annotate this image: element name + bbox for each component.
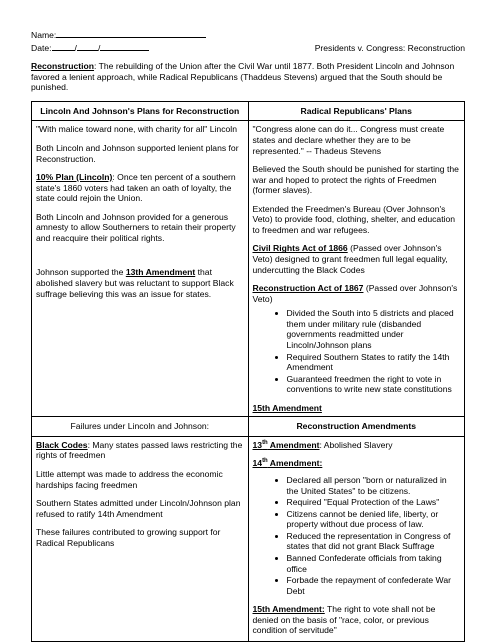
list-item: • Reduced the representation in Congress of states that did not grant Black Suffrage [287,531,461,552]
name-row [31,28,465,41]
a13-word: Amendment [267,439,320,450]
black-codes [36,440,244,461]
radical-republicans-plans-cell [248,121,465,417]
thirteenth-amendment [253,440,461,451]
date-separator: / [97,42,101,53]
list-item: • Divided the South into 5 districts and placed them under military rule (disbanded governments readmitted under Lincoln/Johnson plans [287,308,461,350]
intro-text: : The rebuilding of the Union after the Civil War until 1877. Both President Lincoln and Johnson favored a lenient approach, while Radical Republicans (Thaddeus Stevens) argued that the South should be punished. [31,61,455,93]
amnesty-text: Both Lincoln and Johnson provided for a generous amnesty to allow Southerners to retain their property and reacquire their political rights. [36,211,236,243]
plans-right-header: Radical Republicans' Plans [248,101,465,121]
stevens-quote: "Congress alone can do it... Congress must create states and declare whether they are to be represented." -- Thadeus Stevens [252,124,445,156]
economic-hardship-text: Little attempt was made to address the economic hardships facing freedmen [36,469,223,490]
black-codes-term: Black Codes [36,439,88,450]
ten-percent-term: 10% Plan (Lincoln) [36,172,113,183]
fifteenth-amendment-term: 15th Amendment [252,402,322,413]
year-blank [97,41,149,53]
reconstruction-act-list [253,308,461,395]
date-separator: / [74,42,77,53]
month-blank [52,41,75,51]
a13-number: 13 [252,439,263,450]
freedmens-bureau-text: Extended the Freedmen's Bureau (Over Johnson's Veto) to provide food, clothing, shelter, and education to freedmen and war refugees. [252,203,456,235]
lincoln-johnson-plans-cell [32,121,249,417]
ten-percent-text: : Once ten percent of a southern state's 1860 voters had taken an oath of loyalty, the state could rejoin the Union. [36,172,236,204]
a15-term: 15th Amendment: [252,604,325,615]
a13-text: : Abolished Slavery [319,439,393,450]
reconstruction-act-text: (Passed over Johnson's Veto) [252,283,458,304]
fifteenth-amendment [253,604,461,636]
lincoln-quote: "With malice toward none, with charity for all" Lincoln [36,124,237,135]
list-item: • Guaranteed freedmen the right to vote in conventions to write new state constitutions [287,374,461,395]
list-item: • Required "Equal Protection of the Laws" [287,497,461,508]
day-blank [74,41,101,53]
refused-ratify-text: Southern States admitted under Lincoln/Johnson plan refused to ratify 14th Amendment [36,498,241,519]
fourteenth-amendment-list [253,475,461,596]
a14-suffix: th [262,458,268,465]
list-item: • Declared all person "born or naturalized in the United States" to be citizens. [287,475,461,496]
amendments-cell [248,436,465,641]
worksheet-page [31,28,465,642]
list-item: • Citizens cannot be denied life, liberty, or property without due process of law. [287,509,461,530]
failures-header: Failures under Lincoln and Johnson: [32,417,249,437]
a15-text: The right to vote shall not be denied on the basis of "race, color, or previous condition of servitude" [252,604,436,636]
date-field [31,41,149,54]
thirteenth-amendment-text [36,267,244,299]
intro-paragraph [31,61,465,93]
a13-suffix: th [262,440,268,447]
worksheet-title: Presidents v. Congress: Reconstruction [314,42,465,53]
civil-rights-act [253,243,461,275]
amendments-header: Reconstruction Amendments [248,417,465,437]
name-blank [56,28,206,38]
list-item: • Forbade the repayment of confederate War Debt [287,575,461,596]
a14-number: 14 [252,458,263,469]
lenient-plans-text: Both Lincoln and Johnson supported lenient plans for Reconstruction. [36,142,239,164]
reconstruction-act [253,283,461,304]
date-label: Date: [31,42,52,53]
punish-south-text: Believed the South should be punished for starting the war and hoped to protect the rights of Freedmen (former slaves). [252,164,459,196]
thirteenth-amendment-label [253,440,320,450]
a14-word: Amendment: [267,458,323,469]
civil-rights-act-text: (Passed over Johnson's Veto) designed to grant freedmen full legal equality, undercutting the Black Codes [252,243,448,275]
fourteenth-amendment [253,458,461,469]
fourteenth-amendment-label [253,458,323,468]
plans-left-header: Lincoln And Johnson's Plans for Reconstruction [32,101,249,121]
amendment-post: that abolished slavery but was reluctant to support Black suffrage believing this was an issue for states. [36,267,234,299]
reconstruction-act-term: Reconstruction Act of 1867 [252,283,364,294]
list-item: • Required Southern States to ratify the 14th Amendment [287,352,461,373]
amendment-pre: Johnson supported the [36,267,126,278]
failures-cell [32,436,249,641]
growing-support-text: These failures contributed to growing support for Radical Republicans [36,527,221,548]
intro-term: Reconstruction [31,61,95,72]
date-title-row [31,41,465,54]
thirteenth-amendment-term: 13th Amendment [125,267,196,278]
list-item: • Banned Confederate officials from taking office [287,553,461,574]
civil-rights-act-term: Civil Rights Act of 1866 [252,243,348,254]
ten-percent-plan [36,172,244,204]
black-codes-text: : Many states passed laws restricting the rights of freedmen [36,439,243,461]
spacer [36,251,244,267]
plans-table [31,101,465,642]
name-label: Name: [31,30,57,40]
